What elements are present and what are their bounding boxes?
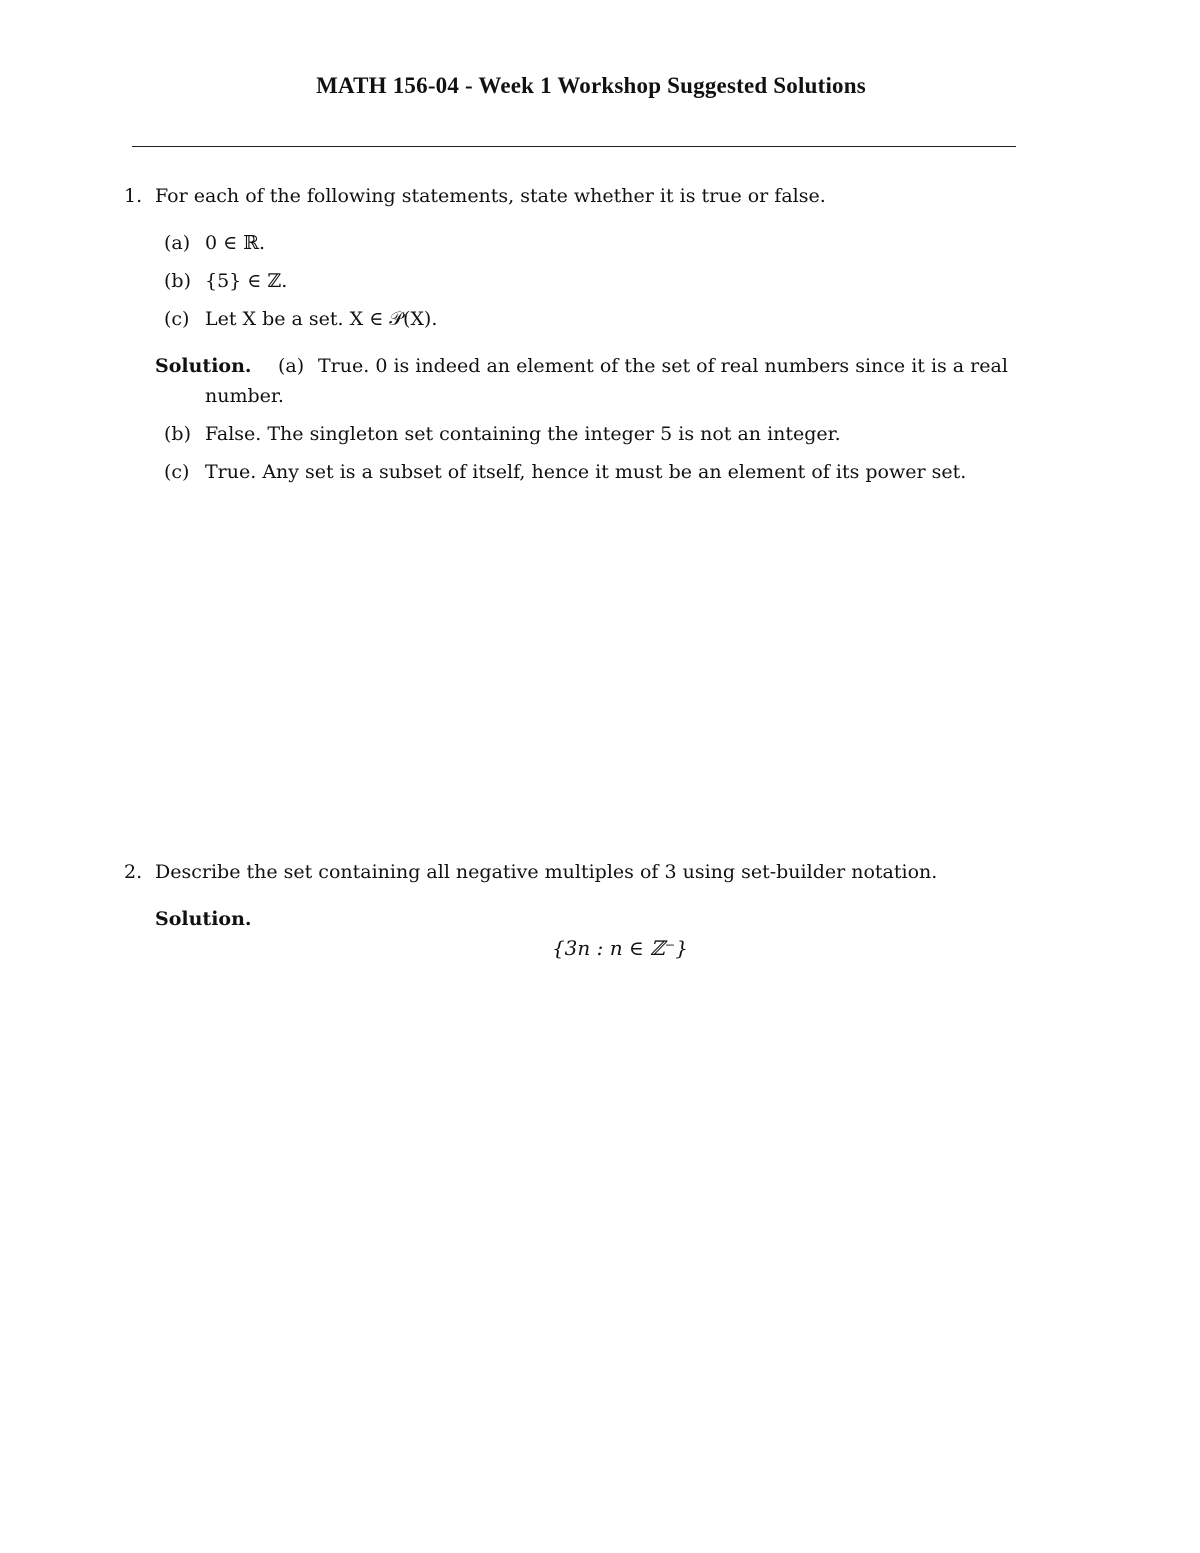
problem-2-question: Describe the set containing all negative multiples of 3 using set-builder notation.: [155, 861, 938, 883]
solution-c-label: (c): [164, 461, 190, 483]
solution-c-text: True. Any set is a subset of itself, hence it must be an element of its power set.: [205, 461, 967, 483]
problem-1-part-c-label: (c): [164, 308, 190, 330]
problem-2-answer: {3n : n ∈ ℤ⁻}: [551, 936, 689, 960]
solution-b-label: (b): [164, 423, 191, 445]
problem-1-part-a-label: (a): [164, 232, 191, 254]
solution-a-line-1: True. 0 is indeed an element of the set of real numbers since it is a real: [318, 355, 1008, 377]
problem-2-number: 2.: [124, 861, 143, 883]
problem-2-solution-heading: Solution.: [155, 908, 252, 930]
solution-a-label: (a): [278, 355, 305, 377]
document-title: MATH 156-04 - Week 1 Workshop Suggested Solutions: [316, 73, 866, 98]
problem-1-number: 1.: [124, 185, 143, 207]
problem-1-question: For each of the following statements, state whether it is true or false.: [155, 185, 826, 207]
problem-1-part-b-label: (b): [164, 270, 191, 292]
problem-1-part-b-text: {5} ∈ ℤ.: [205, 270, 288, 292]
solution-b-text: False. The singleton set containing the integer 5 is not an integer.: [205, 423, 841, 445]
title-divider: [132, 146, 1016, 147]
problem-1-part-a-text: 0 ∈ ℝ.: [205, 232, 266, 254]
problem-1-part-c-text: Let X be a set. X ∈ 𝒫(X).: [205, 308, 438, 330]
problem-1-solution-heading: Solution.: [155, 355, 252, 377]
solution-a-line-2: number.: [205, 385, 284, 407]
